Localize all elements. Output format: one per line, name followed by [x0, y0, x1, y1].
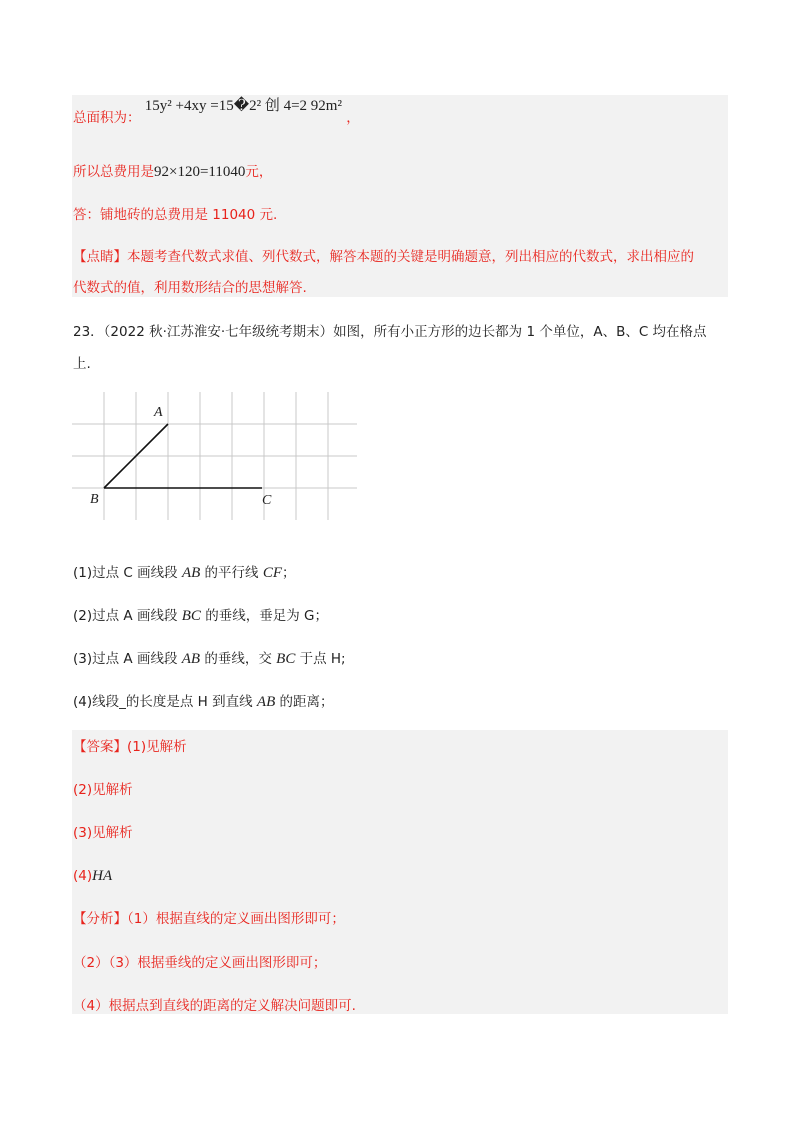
answer-4: (4)HA [73, 868, 113, 884]
part-3: (3)过点 A 画线段 AB 的垂线，交 BC 于点 H; [73, 651, 346, 667]
part-4: (4)线段_的长度是点 H 到直线 AB 的距离； [73, 694, 334, 710]
question-line-1: 23．（2022 秋·江苏淮安·七年级统考期末）如图，所有小正方形的边长都为 1 个单位，A、B、C 均在格点 [73, 324, 707, 340]
answer-line: 答：铺地砖的总费用是 11040 元. [73, 207, 278, 223]
cost-suffix: 元， [245, 164, 273, 180]
grid-figure [72, 392, 362, 522]
answer-2: (2)见解析 [73, 782, 133, 798]
answer-3: (3)见解析 [73, 825, 133, 841]
question-line-2: 上. [73, 356, 91, 372]
comment-line: 【点睛】本题考查代数式求值、列代数式，解答本题的关键是明确题意，列出相应的代数式，求出相应的 [73, 249, 694, 265]
cost-expression: 92×120=11040 [154, 164, 246, 180]
area-label: 总面积为： [73, 110, 141, 126]
grid-lines [72, 392, 357, 520]
answer-tag: 【答案】 [73, 739, 127, 755]
analysis-1: 【分析】（1）根据直线的定义画出图形即可； [73, 911, 345, 927]
label-a: A [154, 405, 163, 420]
comment-line-cont: 代数式的值，利用数形结合的思想解答. [73, 280, 307, 296]
label-b: B [90, 492, 99, 507]
area-expression: 15y² +4xy =15�2² 创 4=2 92m² [144, 98, 342, 114]
cost-line [73, 162, 272, 182]
analysis-2: （2）（3）根据垂线的定义画出图形即可； [73, 955, 327, 971]
area-line [73, 98, 360, 128]
area-end: ， [346, 110, 360, 126]
cost-prefix: 所以总费用是 [73, 164, 154, 180]
answer-1: 【答案】(1)见解析 [73, 739, 187, 755]
part-1: (1)过点 C 画线段 AB 的平行线 CF； [73, 565, 296, 581]
part-2: (2)过点 A 画线段 BC 的垂线，垂足为 G； [73, 608, 328, 624]
label-c: C [262, 493, 272, 508]
analysis-3: （4）根据点到直线的距离的定义解决问题即可. [73, 998, 356, 1014]
